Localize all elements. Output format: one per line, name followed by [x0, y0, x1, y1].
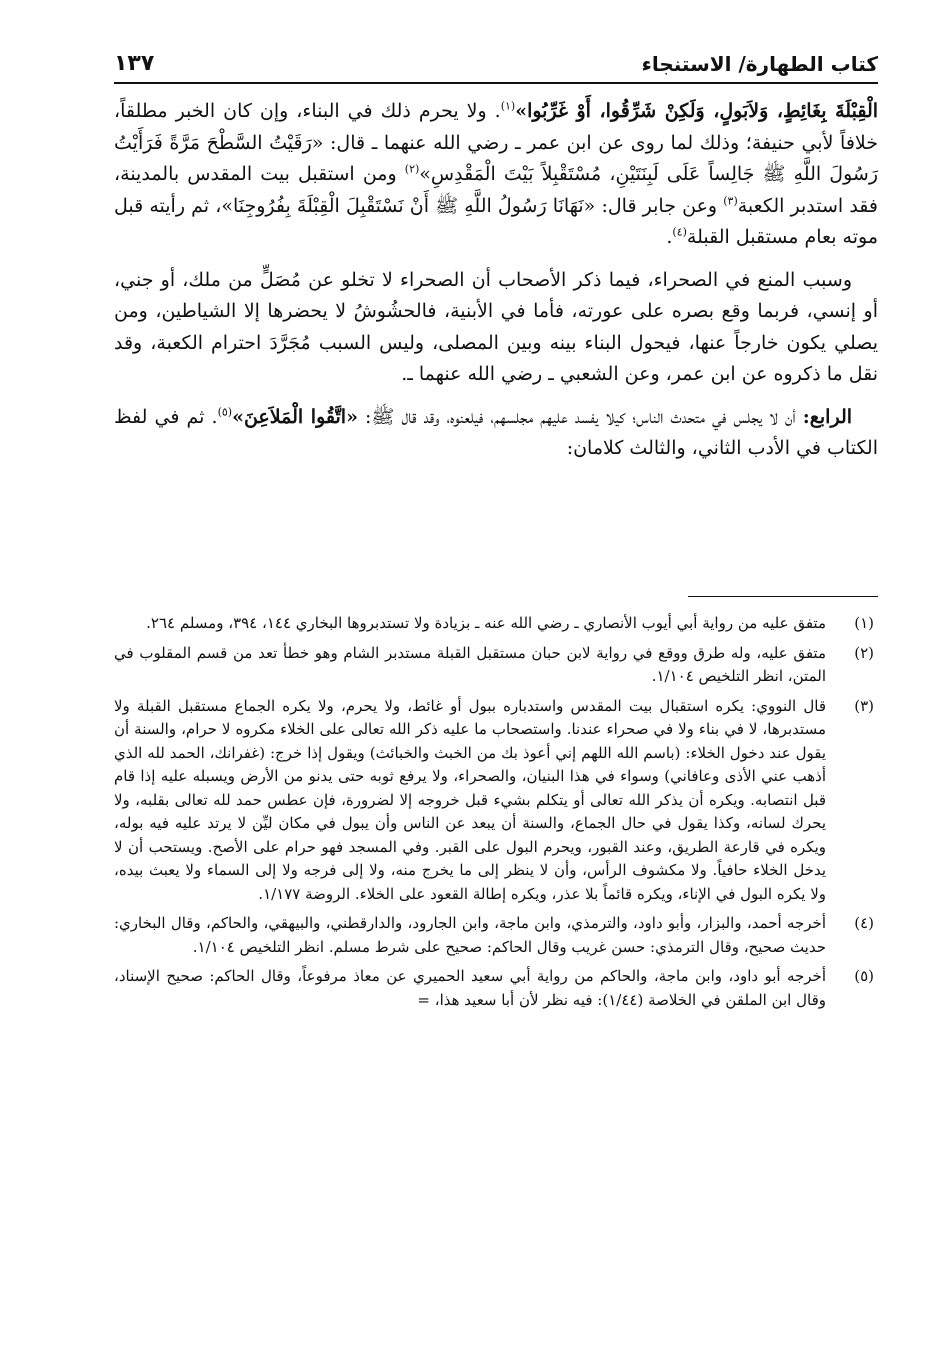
paragraph-1-text-b: ومن استقبل بيت المقدس بالمدينة، فقد استدبر الكعبة: [114, 163, 878, 217]
footnote-ref-1: (١): [500, 99, 516, 113]
footnote: [114, 612, 878, 636]
footnote: [114, 912, 878, 959]
footnote-ref-2: (٢): [404, 162, 420, 176]
hadith-text: الْقِبْلَةَ بِغَائِطٍ، وَلاَبَولٍ، وَلَكِنْ شَرِّقُوا، أَوْ غَرِّبُوا»: [515, 100, 879, 122]
paragraph-3-text-a: أن لا يجلس في متحدث الناس؛ كيلا يفسد عليهم مجلسهم، فيلعنوه، وقد قال ﷺ:: [357, 405, 803, 428]
paragraph-3: [114, 402, 878, 465]
paragraph-3-text-b: . ثم في لفظ الكتاب في الأدب الثاني، والثالث كلامان:: [114, 405, 878, 459]
footnote-text: قال النووي: يكره استقبال بيت المقدس واستدباره ببول أو غائط، ولا يحرم، ولا يكره الجماع مستقبل القبلة ولا مستدبرها، لا في بناء ولا في صحراء عندنا. واستصحاب ما عليه ذكر الله تعالى على الخلاء مكروه لا حرام، والسنة أن يقول عند دخول الخلاء: (باسم الله اللهم إني أعوذ بك من الخبث والخبائث) ويقول إذا خرج: (غفرانك، الحمد لله الذي أذهب عني الأذى وعافاني) وسواء في هذا البنيان، والصحراء، ولا يرفع ثوبه حتى يدنو من الأرض ويسبله عليه إذا قام قبل انتصابه. ويكره أن يذكر الله تعالى أو يتكلم بشيء قبل خروجه إلا لضرورة، فإن عطس حمد لله تعالى بقلبه، ولا يحرك لسانه، وكذا يقول في حال الجماع، والسنة أن يبعد عن الناس وأن يبول في مكان ليِّن لا يرتد عليه فيه بوله، ويكره في قارعة الطريق، وعند القبور، ويحرم البول على القبر. وفي المسجد فهو حرام على الأصح. ويستحب أن لا يدخل الخلاء حافياً. ولا مكشوف الرأس، وأن لا ينظر إلى ما يخرج منه، ولا إلى فرجه ولا إلى السماء ولا يعبث بيده، ولا يكره البول في الإناء، ويكره قائماً بلا عذر، ويكره إطالة القعود على الخلاء. الروضة ١/١٧٧.: [114, 696, 826, 903]
paragraph-2: وسبب المنع في الصحراء، فيما ذكر الأصحاب أن الصحراء لا تخلو عن مُصَلٍّ من ملك، أو جني، أو إنسي، فربما وقع بصره على عورته، فأما في الأبنية، فالحشُوشُ لا يحضرها إلا الشياطين، ومن يصلي يكون خارجاً عنها، فيحول البناء بينه وبين المصلى، وليس السبب مُجَرَّدَ احترام الكعبة، وقد نقل ما ذكروه عن ابن عمر، وعن الشعبي ـ رضي الله عنهما ـ.: [114, 268, 878, 385]
footnote-number: (١): [854, 614, 874, 632]
footnote: [114, 642, 878, 689]
footnote-separator: [688, 596, 878, 597]
main-text: [114, 96, 878, 476]
footnotes: [114, 612, 878, 1018]
section-lead-word: الرابع:: [802, 405, 853, 428]
paragraph-1: [114, 96, 878, 254]
paragraph-1-text-a: . ولا يحرم ذلك في البناء، وإن كان الخبر مطلقاً، خلافاً لأبي حنيفة؛ وذلك لما روى عن ابن عمر ـ رضي الله عنهما ـ قال: «رَقَيْتُ السَّطْحَ مَرَّةً فَرَأَيْتُ رَسُولَ اللَّهِ ﷺ جَالِساً عَلَى لَبِنَتَيْنِ، مُسْتَقْبِلاً بَيْتَ الْمَقْدِسِ»: [114, 100, 879, 185]
page-header: [114, 36, 878, 84]
footnote: [114, 965, 878, 1012]
hadith-quote: «اتَّقُوا الْمَلاَعِنَ»: [232, 405, 358, 428]
footnote-ref-5: (٥): [217, 405, 233, 419]
paragraph-1-text-c: وعن جابر قال: «نَهَانَا رَسُولُ اللَّهِ ﷺ أَنْ نَسْتَقْبِلَ الْقِبْلَةَ بِفُرُوجِنَا»، ثم رأيته قبل موته بعام مستقبل القبلة: [114, 194, 878, 248]
footnote-ref-3: (٣): [723, 194, 738, 208]
footnote-text: متفق عليه، وله طرق ووقع في رواية لابن حبان مستقبل القبلة مستدبر الشام وهو خطأ تعد من قسم المقلوب في المتن، انظر التلخيص ١/١٠٤.: [114, 643, 826, 685]
footnote-number: (٤): [854, 914, 874, 932]
footnote-text: أخرجه أحمد، والبزار، وأبو داود، والترمذي، وابن ماجة، وابن الجارود، والدارقطني، والبيهقي، والحاكم، وقال البخاري: حديث صحيح، وقال الترمذي: حسن غريب وقال الحاكم: صحيح على شرط مسلم. انظر التلخيص ١/١٠٤.: [114, 914, 826, 956]
footnote-number: (٣): [854, 696, 874, 715]
footnote-number: (٢): [854, 643, 874, 662]
footnote-text: متفق عليه من رواية أبي أيوب الأنصاري ـ رضي الله عنه ـ بزيادة ولا تستدبروها البخاري ١٤٤، ٣٩٤، ومسلم ٢٦٤.: [146, 614, 826, 632]
paragraph-1-text-d: .: [666, 226, 673, 248]
running-title: كتاب الطهارة/ الاستنجاء: [641, 52, 878, 76]
footnote-ref-4: (٤): [672, 225, 687, 239]
footnote-text: أخرجه أبو داود، وابن ماجة، والحاكم من رواية أبي سعيد الحميري عن معاذ مرفوعاً، وقال الحاكم: صحيح الإسناد، وقال ابن الملقن في الخلاصة (١/٤٤): فيه نظر لأن أبا سعيد هذا، =: [114, 967, 826, 1009]
page-number: ١٣٧: [114, 51, 155, 76]
footnote: [114, 695, 878, 907]
footnote-number: (٥): [854, 967, 874, 985]
